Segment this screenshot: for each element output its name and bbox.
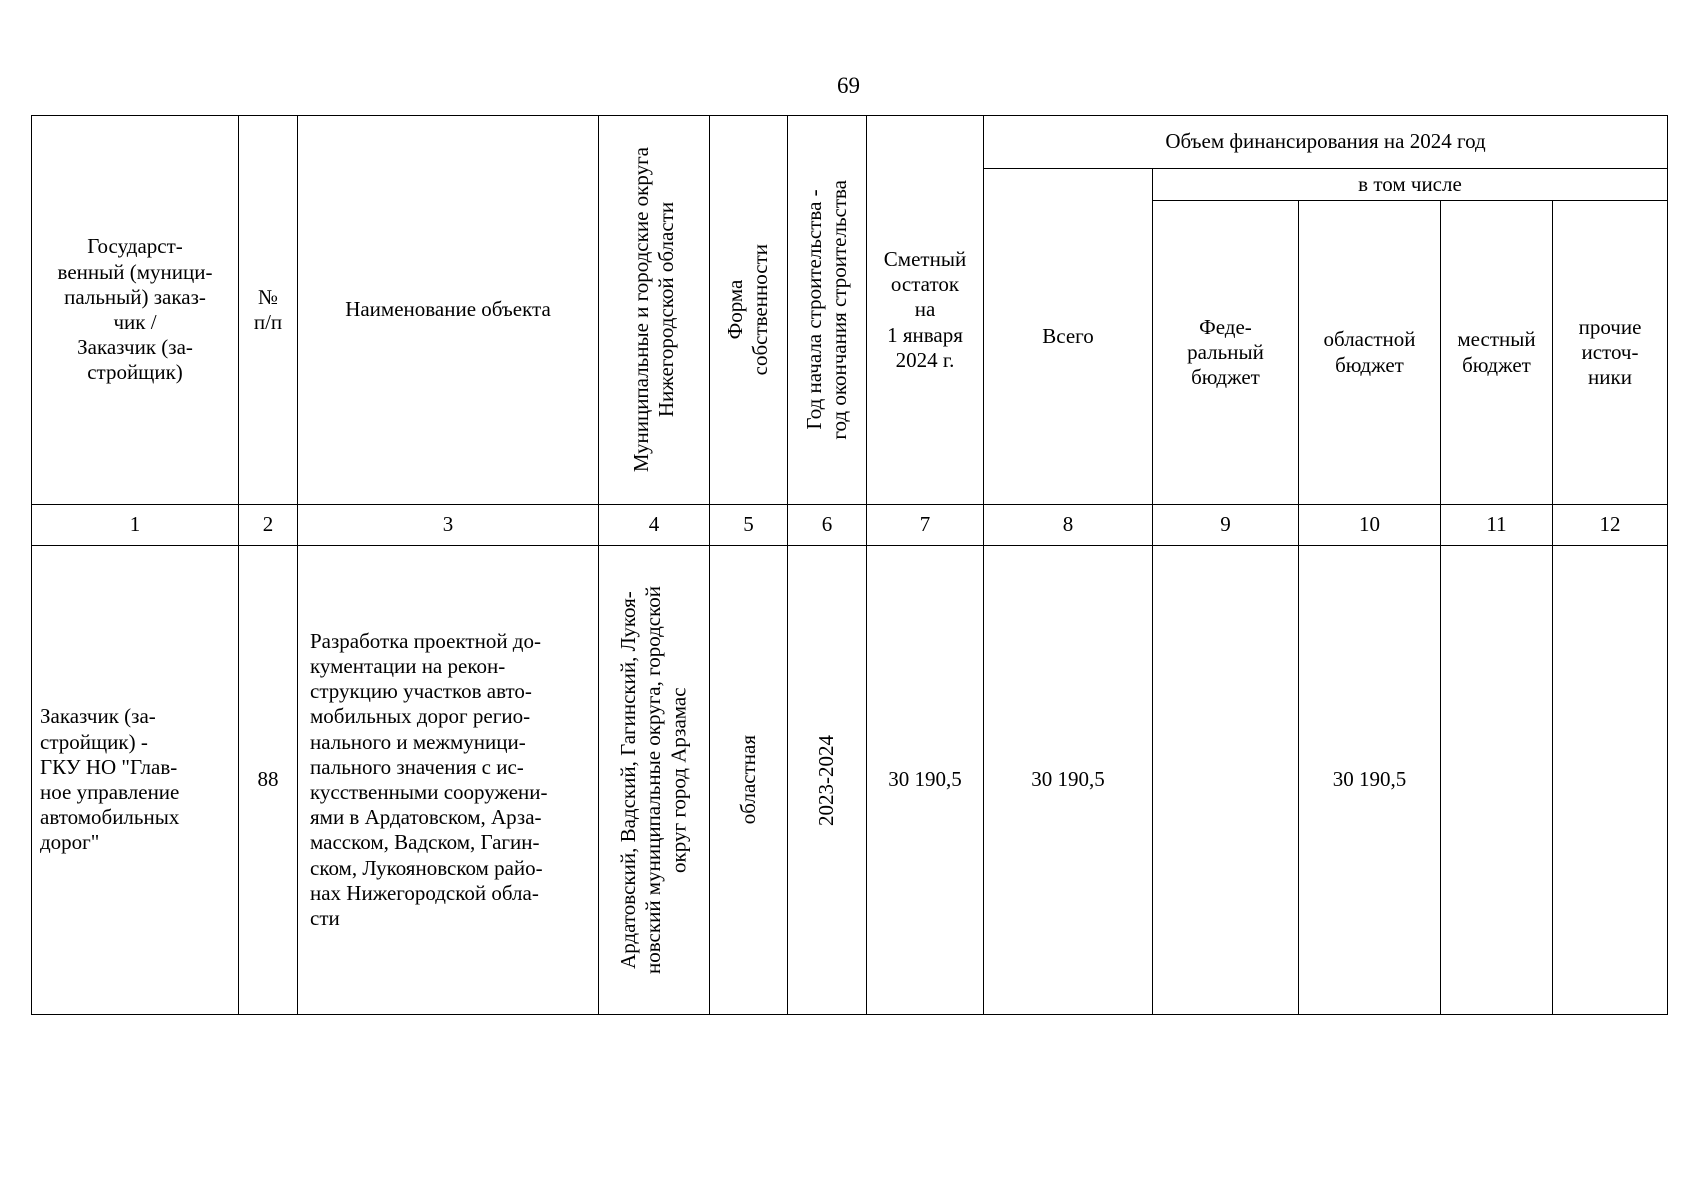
row-districts-cell: [599, 546, 710, 1015]
row-local: [1441, 546, 1553, 1015]
column-number: 8: [984, 505, 1153, 546]
column-number: 12: [1553, 505, 1668, 546]
header-total: Всего: [984, 169, 1153, 505]
financing-table: [31, 115, 1668, 1015]
header-ownership-cell: [710, 116, 788, 505]
column-number: 1: [32, 505, 239, 546]
column-number-row: [32, 505, 1668, 546]
header-including: в том числе: [1153, 169, 1668, 201]
row-federal: [1153, 546, 1299, 1015]
column-number: 2: [239, 505, 298, 546]
row-ownership-cell: [710, 546, 788, 1015]
header-funding-total: Объем финансирования на 2024 год: [984, 116, 1668, 169]
header-regional: областной бюджет: [1299, 201, 1441, 505]
row-total: 30 190,5: [984, 546, 1153, 1015]
table-row: [32, 546, 1668, 1015]
header-federal: Феде- ральный бюджет: [1153, 201, 1299, 505]
column-number: 4: [599, 505, 710, 546]
row-object-name: Разработка проектной до- кументации на рекон- струкцию участков авто- мобильных дорог регио- нального и межмуници- пального значения с ис- кусственными сооружени- ями в Ардатовском, Арза- масском, Вадском, Гагин- ском, Лукояновском райо- нах Нижегородской обла- сти: [298, 546, 599, 1015]
header-years-cell: [788, 116, 867, 505]
column-number: 5: [710, 505, 788, 546]
column-number: 10: [1299, 505, 1441, 546]
column-number: 3: [298, 505, 599, 546]
row-ownership: областная: [735, 735, 760, 825]
column-number: 7: [867, 505, 984, 546]
column-number: 6: [788, 505, 867, 546]
header-other: прочие источ- ники: [1553, 201, 1668, 505]
row-number: 88: [239, 546, 298, 1015]
header-estimate: Сметный остаток на 1 января 2024 г.: [867, 116, 984, 505]
header-local: местный бюджет: [1441, 201, 1553, 505]
row-years-cell: [788, 546, 867, 1015]
row-regional: 30 190,5: [1299, 546, 1441, 1015]
header-districts: Муниципальные и городские округа Нижегородской области: [628, 147, 678, 473]
column-number: 9: [1153, 505, 1299, 546]
header-districts-cell: [599, 116, 710, 505]
column-number: 11: [1441, 505, 1553, 546]
row-customer: Заказчик (за- стройщик) - ГКУ НО "Глав- ное управление автомобильных дорог": [32, 546, 239, 1015]
header-ownership: Форма собственности: [723, 244, 773, 376]
header-years: Год начала строительства - год окончания строительства: [801, 180, 851, 440]
header-customer: Государст- венный (муници- пальный) заказ- чик / Заказчик (за- стройщик): [32, 116, 239, 505]
header-number: № п/п: [239, 116, 298, 505]
row-districts: Ардатовский, Вадский, Гагинский, Лукоя- новский муниципальные округа, городской округ город Арзамас: [616, 586, 691, 974]
page-number: 69: [837, 73, 860, 98]
row-years: 2023-2024: [814, 734, 839, 826]
header-object-name: Наименование объекта: [298, 116, 599, 505]
row-estimate: 30 190,5: [867, 546, 984, 1015]
row-other: [1553, 546, 1668, 1015]
